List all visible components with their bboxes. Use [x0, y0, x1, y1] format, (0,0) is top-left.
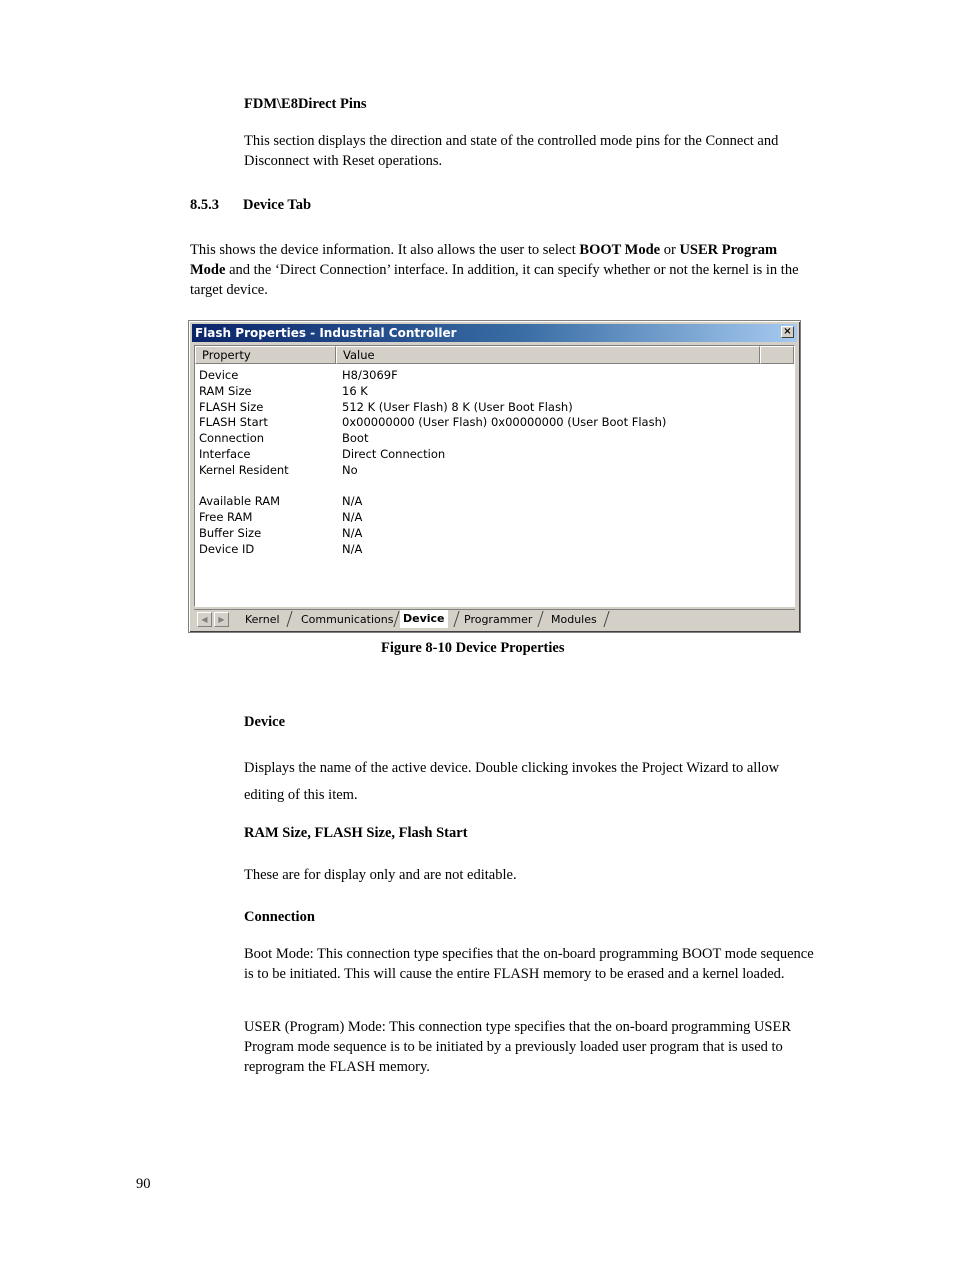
property-value-cell[interactable]: N/A: [342, 526, 363, 540]
tab-divider: [286, 611, 292, 627]
property-name-cell[interactable]: Device ID: [199, 541, 255, 556]
flash-properties-window: [188, 320, 801, 633]
device-tab-intro: [190, 240, 815, 300]
user-mode-paragraph: USER (Program) Mode: This connection type specifies that the on-board programming USER Program mode sequence is to be initiated by a previously loaded user program that is used to reprogram the FLASH memory.: [244, 1019, 792, 1075]
tab-divider: [537, 611, 543, 627]
device-paragraph: Displays the name of the active device. Double clicking invokes the Project Wizard to allow editing of this item.: [244, 760, 780, 803]
tab-strip: [194, 609, 795, 629]
tab-programmer[interactable]: Programmer: [464, 613, 533, 626]
property-value-cell[interactable]: H8/3069F: [342, 368, 398, 382]
property-list[interactable]: [194, 345, 795, 607]
property-name-cell[interactable]: FLASH Size: [199, 399, 264, 414]
tab-divider: [603, 611, 609, 627]
intro-text-1: This shows the device information. It also allows the user to select: [190, 242, 580, 258]
tab-communications[interactable]: Communications: [301, 613, 394, 626]
direct-pins-paragraph: This section displays the direction and state of the controlled mode pins for the Connect and Disconnect with Reset operations.: [244, 133, 779, 169]
tab-scroll-right-icon[interactable]: ▶: [214, 612, 229, 627]
property-name-cell[interactable]: Device: [199, 368, 239, 382]
property-value-cell[interactable]: N/A: [342, 541, 363, 556]
boot-mode-paragraph: Boot Mode: This connection type specifies that the on-board programming BOOT mode sequence is to be initiated. This will cause the entire FLASH memory to be erased and a kernel loaded.: [244, 946, 814, 982]
property-value-cell[interactable]: Boot: [342, 431, 369, 446]
intro-bold-user-program-mode: USER Program Mode: [190, 242, 778, 278]
sizes-heading: RAM Size, FLASH Size, Flash Start: [244, 825, 468, 841]
sizes-paragraph: These are for display only and are not editable.: [244, 867, 517, 883]
tab-divider: [393, 611, 399, 627]
close-icon[interactable]: ×: [781, 326, 794, 338]
tab-kernel[interactable]: Kernel: [245, 613, 280, 626]
property-name-cell[interactable]: Interface: [199, 447, 251, 461]
intro-text-2: or: [660, 242, 680, 258]
column-header-spacer: [760, 346, 794, 364]
connection-heading: Connection: [244, 909, 315, 925]
property-name-cell[interactable]: FLASH Start: [199, 415, 268, 430]
intro-bold-boot-mode: BOOT Mode: [579, 242, 661, 258]
property-name-cell[interactable]: Buffer Size: [199, 526, 262, 540]
section-title: Device Tab: [243, 197, 312, 213]
property-name-cell[interactable]: Kernel Resident: [199, 462, 289, 477]
window-title: Flash Properties - Industrial Controller: [195, 326, 457, 340]
tab-device[interactable]: Device: [400, 610, 448, 628]
page-number: 90: [136, 1176, 151, 1192]
property-name-cell[interactable]: Connection: [199, 431, 265, 446]
column-header-property[interactable]: Property: [195, 346, 336, 364]
property-value-cell[interactable]: N/A: [342, 510, 363, 525]
property-name-cell[interactable]: RAM Size: [199, 383, 252, 398]
window-titlebar[interactable]: [192, 324, 797, 342]
property-name-cell[interactable]: Available RAM: [199, 494, 281, 509]
section-number: 8.5.3: [190, 197, 219, 213]
property-value-cell[interactable]: 512 K (User Flash) 8 K (User Boot Flash): [342, 399, 573, 414]
section-heading-direct-pins: FDM\E8Direct Pins: [244, 96, 367, 112]
column-header-value[interactable]: Value: [336, 346, 760, 364]
tab-scroll-left-icon[interactable]: ◀: [197, 612, 212, 627]
property-value-cell[interactable]: 0x00000000 (User Flash) 0x00000000 (User Boot Flash): [342, 415, 667, 430]
property-value-cell[interactable]: Direct Connection: [342, 447, 446, 461]
property-value-cell[interactable]: No: [342, 462, 358, 477]
intro-text-3: and the ‘Direct Connection’ interface. In addition, it can specify whether or not the kernel is in the target device.: [190, 262, 799, 298]
property-name-cell[interactable]: Free RAM: [199, 510, 253, 525]
tab-modules[interactable]: Modules: [551, 613, 597, 626]
tab-divider: [453, 611, 459, 627]
figure-caption: Figure 8-10 Device Properties: [381, 640, 565, 656]
property-value-cell[interactable]: 16 K: [342, 383, 368, 398]
device-heading: Device: [244, 714, 286, 730]
property-value-cell[interactable]: N/A: [342, 494, 363, 509]
